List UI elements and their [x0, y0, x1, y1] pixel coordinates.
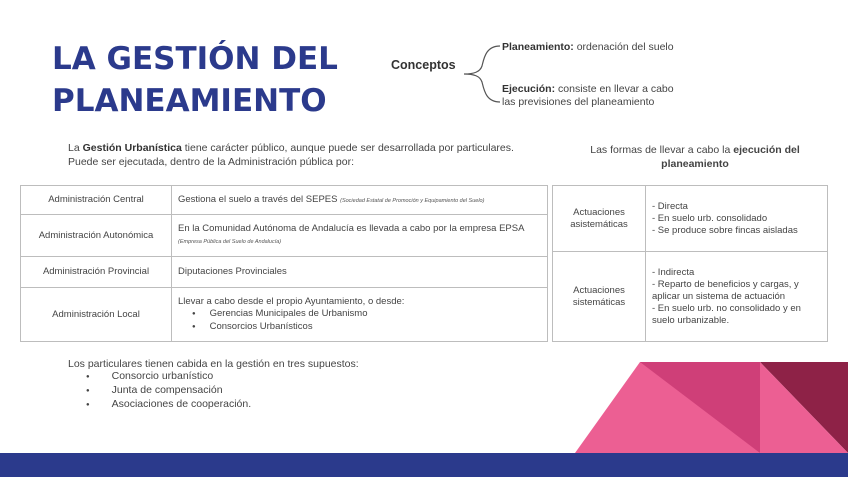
concept-text: ordenación del suelo [573, 41, 674, 53]
intro-bold: Gestión Urbanística [82, 142, 182, 154]
intro-post: tiene carácter público, aunque puede ser desarrollada por particulares. Puede ser ejecutada, dentro de la Administración pública por: [68, 142, 514, 168]
list-item: ● Gerencias Municipales de Urbanismo [206, 308, 541, 321]
list-item: ● Consorcio urbanístico [108, 370, 359, 384]
bottom-bar [0, 453, 848, 477]
form-line: - Se produce sobre fincas aisladas [652, 224, 798, 236]
admin-name: Administración Central [21, 186, 172, 215]
admin-name: Administración Provincial [21, 257, 172, 288]
form-line: - Indirecta [652, 266, 695, 278]
list-item: ● Asociaciones de cooperación. [108, 398, 359, 412]
form-line: - Directa [652, 200, 688, 212]
concepts-label: Conceptos [391, 58, 456, 72]
concept-text: consiste en llevar a cabo [555, 83, 674, 95]
desc-text: Gestiona el suelo a través del SEPES [178, 193, 341, 205]
admin-name: Administración Autonómica [21, 215, 172, 257]
intro-pre: La [68, 142, 83, 154]
list-item: ● Junta de compensación [108, 384, 359, 398]
right-intro-bold: ejecución del planeamiento [661, 144, 800, 170]
form-line: - En suelo urb. no consolidado y en suelo urbanizable. [652, 302, 801, 326]
admin-name: Administración Local [21, 288, 172, 342]
form-name: Actuaciones sistemáticas [553, 252, 646, 342]
form-line: - Reparto de beneficios y cargas, y aplicar un sistema de actuación [652, 278, 799, 302]
desc-note: (Empresa Pública del Suelo de Andalucía) [178, 239, 282, 245]
title-line-1: LA GESTIÓN DEL [52, 41, 338, 77]
concept-text-line2: las previsiones del planeamiento [502, 96, 655, 108]
list-item: ● Consorcios Urbanísticos [206, 321, 541, 334]
desc-note: (Sociedad Estatal de Promoción y Equipamiento del Suelo) [340, 197, 485, 204]
right-intro-pre: Las formas de llevar a cabo la [590, 144, 734, 156]
desc-text: En la Comunidad Autónoma de Andalucía es llevada a cabo por la empresa EPSA [178, 223, 524, 234]
desc-text: Llevar a cabo desde el propio Ayuntamiento, o desde: [178, 295, 405, 307]
concept-term: Planeamiento: [502, 41, 574, 53]
admin-desc: Diputaciones Provinciales [172, 257, 548, 288]
form-name: Actuaciones asistemáticas [553, 186, 646, 252]
form-line: - En suelo urb. consolidado [652, 212, 768, 224]
particulares-intro: Los particulares tienen cabida en la gestión en tres supuestos: [68, 358, 359, 370]
title-line-2: PLANEAMIENTO [52, 83, 327, 119]
concept-term: Ejecución: [502, 83, 556, 95]
